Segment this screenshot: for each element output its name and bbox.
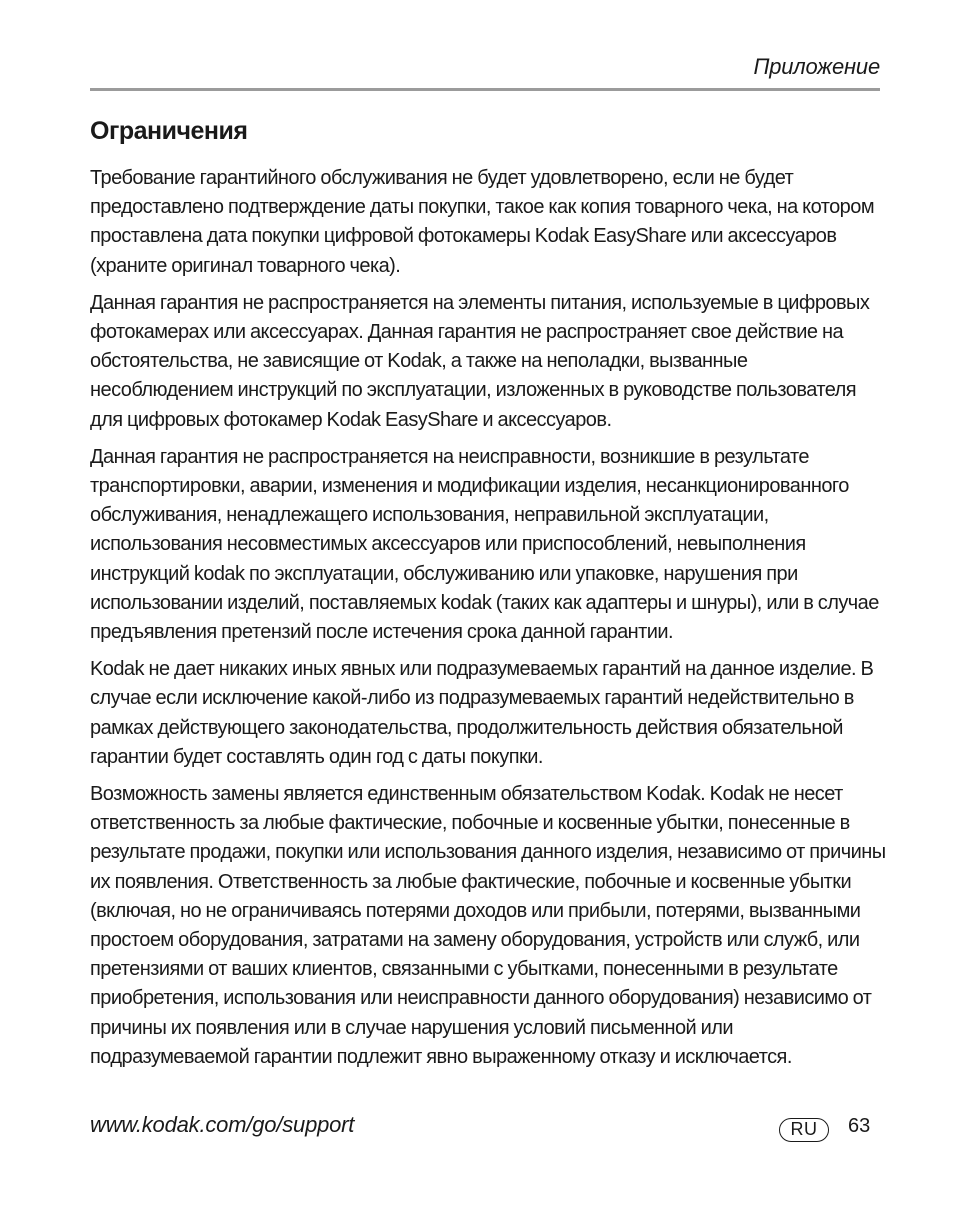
running-header: Приложение xyxy=(753,54,880,79)
page-number: 63 xyxy=(848,1115,871,1137)
section-body xyxy=(90,164,890,1080)
header-divider xyxy=(90,88,880,91)
language-badge: RU xyxy=(779,1118,829,1142)
paragraph-implied-warranties: Kodak не дает никаких иных явных или подразумеваемых гарантий на данное изделие. В случае если исключение какой-либо из подразумеваемых гарантий недействительно в рамках действующего законодательства, продолжительность действия обязательной гарантии будет составлять один год с даты покупки. xyxy=(90,658,874,768)
paragraph-proof-of-purchase: Требование гарантийного обслуживания не будет удовлетворено, если не будет предоставлено подтверждение даты покупки, такое как копия товарного чека, на котором проставлена дата покупки цифровой фотокамеры Kodak EasyShare или аксессуаров (храните оригинал товарного чека). xyxy=(90,167,875,277)
footer-support-link[interactable]: www.kodak.com/go/support xyxy=(90,1112,355,1137)
section-title: Ограничения xyxy=(90,117,248,145)
paragraph-damage-exclusion: Данная гарантия не распространяется на неисправности, возникшие в результате транспортировки, аварии, изменения и модификации изделия, несанкционированного обслуживания, ненадлежащего использования, неправильной эксплуатации, использования несовместимых аксессуаров или приспособлений, невыполнения инструкций kodak по эксплуатации, обслуживанию или упаковке, нарушения при использовании изделий, поставляемых kodak (таких как адаптеры и шнуры), или в случае предъявления претензий после истечения срока данной гарантии. xyxy=(90,445,879,644)
paragraph-liability-limitation: Возможность замены является единственным обязательством Kodak. Kodak не несет ответственность за любые фактические, побочные и косвенные убытки, понесенные в результате продажи, покупки или использования данного изделия, независимо от причины их появления. Ответственность за любые фактические, побочные и косвенные убытки (включая, но не ограничиваясь потерями доходов или прибыли, потерями, вызванными простоем оборудования, затратами на замену оборудования, устройств или служб, или претензиями от ваших клиентов, связанными с убытками, понесенными в результате приобретения, использования или неисправности данного оборудования) независимо от причины их появления или в случае нарушения условий письменной или подразумеваемой гарантии подлежит явно выраженному отказу и исключается. xyxy=(90,783,886,1068)
paragraph-batteries-exclusion: Данная гарантия не распространяется на элементы питания, используемые в цифровых фотокамерах или аксессуарах. Данная гарантия не распространяет свое действие на обстоятельства, не зависящие от Kodak, а также на неполадки, вызванные несоблюдением инструкций по эксплуатации, изложенных в руководстве пользователя для цифровых фотокамер Kodak EasyShare и аксессуаров. xyxy=(90,291,870,431)
